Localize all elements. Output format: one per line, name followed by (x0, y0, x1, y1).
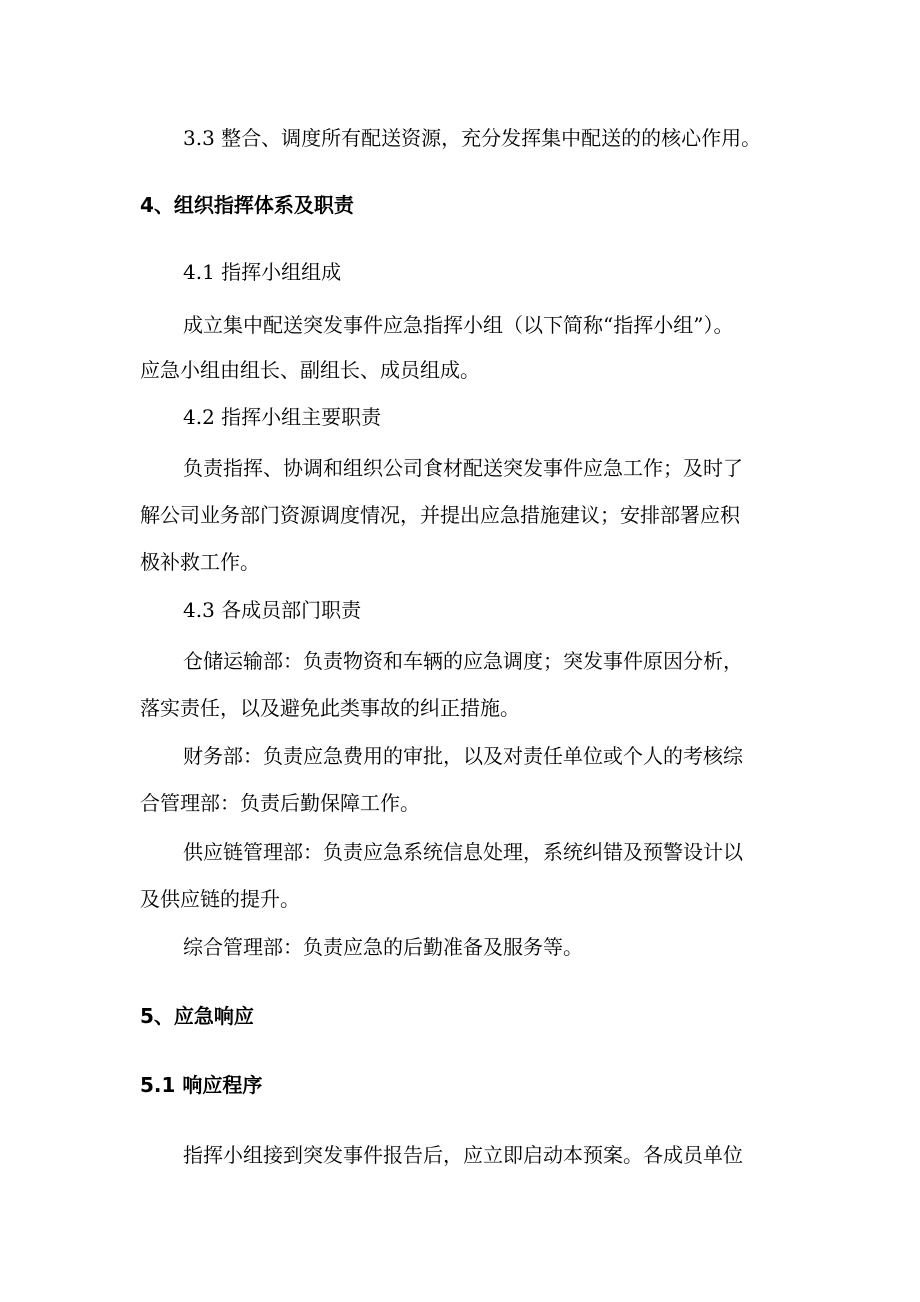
paragraph-supply-chain-line-1: 供应链管理部：负责应急系统信息处理，系统纠错及预警设计以 (183, 840, 743, 864)
paragraph-finance-line-2: 合管理部：负责后勤保障工作。 (140, 791, 420, 815)
paragraph-4-1-line-2: 应急小组由组长、副组长、成员组成。 (140, 358, 480, 382)
heading-5-1: 5.1 响应程序 (140, 1073, 263, 1097)
heading-4-3: 4.3 各成员部门职责 (183, 598, 362, 622)
paragraph-5-1-line-1: 指挥小组接到突发事件报告后，应立即启动本预案。各成员单位 (183, 1143, 743, 1167)
paragraph-3-3: 3.3 整合、调度所有配送资源，充分发挥集中配送的的核心作用。 (183, 126, 762, 150)
paragraph-supply-chain-line-2: 及供应链的提升。 (140, 887, 300, 911)
paragraph-4-1-line-1: 成立集中配送突发事件应急指挥小组（以下简称“指挥小组”）。 (183, 313, 734, 337)
heading-section-4: 4、组织指挥体系及职责 (140, 193, 354, 217)
heading-4-2: 4.2 指挥小组主要职责 (183, 405, 382, 429)
paragraph-4-2-line-3: 极补救工作。 (140, 550, 260, 574)
paragraph-storage-line-1: 仓储运输部：负责物资和车辆的应急调度；突发事件原因分析， (183, 649, 743, 673)
heading-4-1: 4.1 指挥小组组成 (183, 260, 342, 284)
paragraph-storage-line-2: 落实责任，以及避免此类事故的纠正措施。 (140, 696, 520, 720)
paragraph-admin: 综合管理部：负责应急的后勤准备及服务等。 (183, 935, 583, 959)
paragraph-4-2-line-1: 负责指挥、协调和组织公司食材配送突发事件应急工作；及时了 (183, 456, 743, 480)
paragraph-4-2-line-2: 解公司业务部门资源调度情况，并提出应急措施建议；安排部署应积 (140, 503, 740, 527)
heading-section-5: 5、应急响应 (140, 1004, 254, 1028)
paragraph-finance-line-1: 财务部：负责应急费用的审批，以及对责任单位或个人的考核综 (183, 744, 743, 768)
